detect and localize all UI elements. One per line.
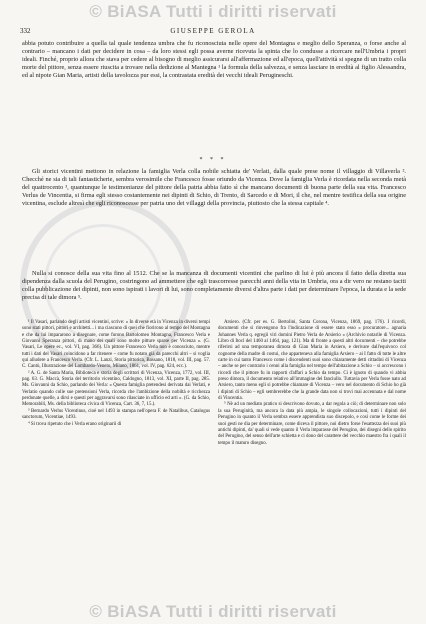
footnote: ⁵ Nè ad un mediato pratico si descrivono dovuto, a dar regola a ciò; di determinare non solo la sua Peruginità, ma ancora la data più ampia, le singole collocazioni, tutti i dipinti del Perugino in quanto il Verla sembra essere apprendista suo discepolo, e così come le forme dei suoi gesti ne dia per determinare, come diceva il pittore, noi dietro forse l'esattezza dei suoi più antichi dipinti, da' quali si vede quanto il Verla imparasse del Perugino, dei disegni dello spirito del Perugino, del senso dell'arte schietta e ci dono del carattere del vecchio maestro fra i quali il tempo il maturo disegno. bbox=[218, 402, 406, 446]
footnotes-left-column bbox=[22, 320, 210, 428]
footnote: ¹ Il Vasari, parlando degli artisti vicentini, scrive: « In diverse età in Vicenza in diversi tempi sono stati pittori, pittori e architetti... i ma ciascuno di quei che fiorirono al tempo del Montagna e che da lui impararono a disegnare, come furono Bartolomeo Montagna, Francesco Verla e Giovanni Speranza pittori, di mano dei quali sono molte pitture sparse per Vicenza ». (G. Vasari, Le opere ec., vol. VI, pag. 366). Un pittore Francesco Verla non è conosciuto, mentre tutti i dati del Vasari coincidono a far ritenere – come fu notato già da parecchi altri – si voglia qui alludere a Francesco Verla. (Cfr. L. Lanzi, Storia pittorica, Bassano, 1818, vol. III, pag. 57. C. Cantù, Illustrazione del Lombardo-Veneto, Milano, 1861, vol. IV, pag. 624, ecc.). bbox=[22, 320, 210, 370]
paragraph-1: abbia potuto contribuire a quella tal quale tendenza umbra che fu riconosciuta nelle opere del Montagna e meglio dello Speranza, o forse anche al contrario – mancano i dati per decidere in cosa – da loro stessi egli possa averne ricevuta la spinta che lo condusse a ricercare nell'Umbria i propri ideali. Finché, proprio allora che stava per cedere al bisogno di meglio assicurarsi all'affermazione ed all'epoca, quell'attività si spegne di un tratto colla morte del pittore, senza essere riuscita a trovare nella dedizione al Mantegna ¹ la formula della salvezza, e senza lasciare in eredità al figlio Alessandra, ed al nipote Gian Maria, artisti della tavolozza pur essi, la contrastata eredità dei vecchi ideali Perugineschi. bbox=[22, 40, 406, 80]
footnote: ³ Bernardo Verlus Vicentinus, cioè nel 1493 in stampa nell'opera F. de Natalibus, Catalogus sanctorum, Vicentiae, 1493. bbox=[22, 408, 210, 421]
watermark-top: © BiASA Tutti i diritti riservati bbox=[89, 2, 337, 21]
paragraph-2: Gli storici vicentini mettono in relazione la famiglia Verla colla nobile schiatta de' Verlati, dalla quale prese nome il villaggio di Villaverla ². Checché ne sia di tali fantasticherie, sembra verosimile che Francesco fosse oriundo da Vicenza. Dove la famiglia Verla è ricordata nella seconda metà del quattrocento ³, quantunque le testimonianze del pittore della patria abbia fatto sì che mancano documenti di buona parte della sua vita. Francesco Verlus de Vincentia, si firma egli stesso costantemente nei dipinti di Schio, di Trento, di Sarcedo e di Mori, il che, nel mentre testifica della sua origine vicentina, esclude altresì che egli riconoscesse per patria uno dei villaggi della provincia, piuttosto che la stessa capitale ⁴. bbox=[22, 168, 406, 208]
footnotes-right-column bbox=[218, 320, 406, 447]
watermark-bottom: © BiASA Tutti i diritti riservati bbox=[89, 602, 337, 621]
footnote: ⁴ Si trova ripetuto che i Verla erano originarii di bbox=[28, 421, 122, 427]
page-number: 332 bbox=[20, 27, 31, 35]
footnote: Arsiero. (Cfr. per es. G. Bertolini, Santa Corona, Vicenza, 1869, pag. 176). I ricordi, documenti che si rinvengono fra l'indicazione di essere stato esso « procuratore... agnaria Johannes Verla q. egregii viri domini Pietro Verla de Arsierio » (Archivio notarile di Vicenza. Libro di Itocl del 1460 al 1464, pag. 121). Ma di fronte a questi altri documenti – che potrebbe riferirsi ad una temporanea dimora di Gian Maria in Arsiero, e derivare dall'equivoco col cognome della madre di costui, che apparteneva alla famiglia Arsiero – ai I fatto di tutte le altre carte in cui tanto Francesco come i discendenti suoi sono chiaramente detti cittadini di Vicenza – anche se per contrario i cenni alla famiglia nel tempo dell'abitazione a Schio – si accrescono i ricordi che il pittore fu in rapporti d'affari a Schio da tempo. Ci è ignoto di quando vi abbia preso dimora, il documento relativo all'immagine del fanciullo. Tuttavia per Verla fosse nato ad Arsiero, tanto meno egli si potrebbe chiamare di Vicenza – vero nel documento di Schio ho già i dipinti di Schio – egli sembrerebbe che la grande data non si trovi mai accennata e dal nome di Vincentia. bbox=[218, 320, 406, 402]
running-title: GIUSEPPE GEROLA bbox=[170, 27, 256, 35]
footnote: ² A. G. de Santa Maria, Biblioteca e storia degli scrittori di Vicenza, Vicenza, 1772, vol. III, pag. 63. G. Maccà, Storia del territorio vicentino, Caldogno, 1813, vol. XI, parte II, pag. 285. Ms. Giovanni da Schio, parlando dei Verla: « Questa famiglia pretendesi derivata dai Verlati, e Verlatio quando colle sue pretensioni Verla, ricorda che l'ambizione della nobiltà e ricchezza perdonate quelle, a dirsi e questi per aggravarsi sono rilasciate in ufficio ed arti ». (G. da Schio, Memorabili, Ms. della biblioteca civica di Vicenza, Cart. 36, 7, 15.). bbox=[22, 370, 210, 408]
page-header bbox=[20, 27, 406, 39]
section-divider-stars: * * * bbox=[199, 157, 227, 163]
paragraph-3: Nulla si conosce della sua vita fino al 1512. Che se la mancanza di documenti vicentini che parlino di lui è più ancora il fatto della diretta sua dipendenza dalla scuola del Perugino, costringono ad ammettere che egli trascorresse parecchi anni della vita in Umbria, ora a dir vero ne restano taciti colla pubblicazione dei dipinti, non sono ispirati i lavori di lui, sono completamente diversi d'altra parte i dati per determinare l'epoca, la durata e la sede precisa di tale dimora ⁵. bbox=[22, 270, 406, 302]
